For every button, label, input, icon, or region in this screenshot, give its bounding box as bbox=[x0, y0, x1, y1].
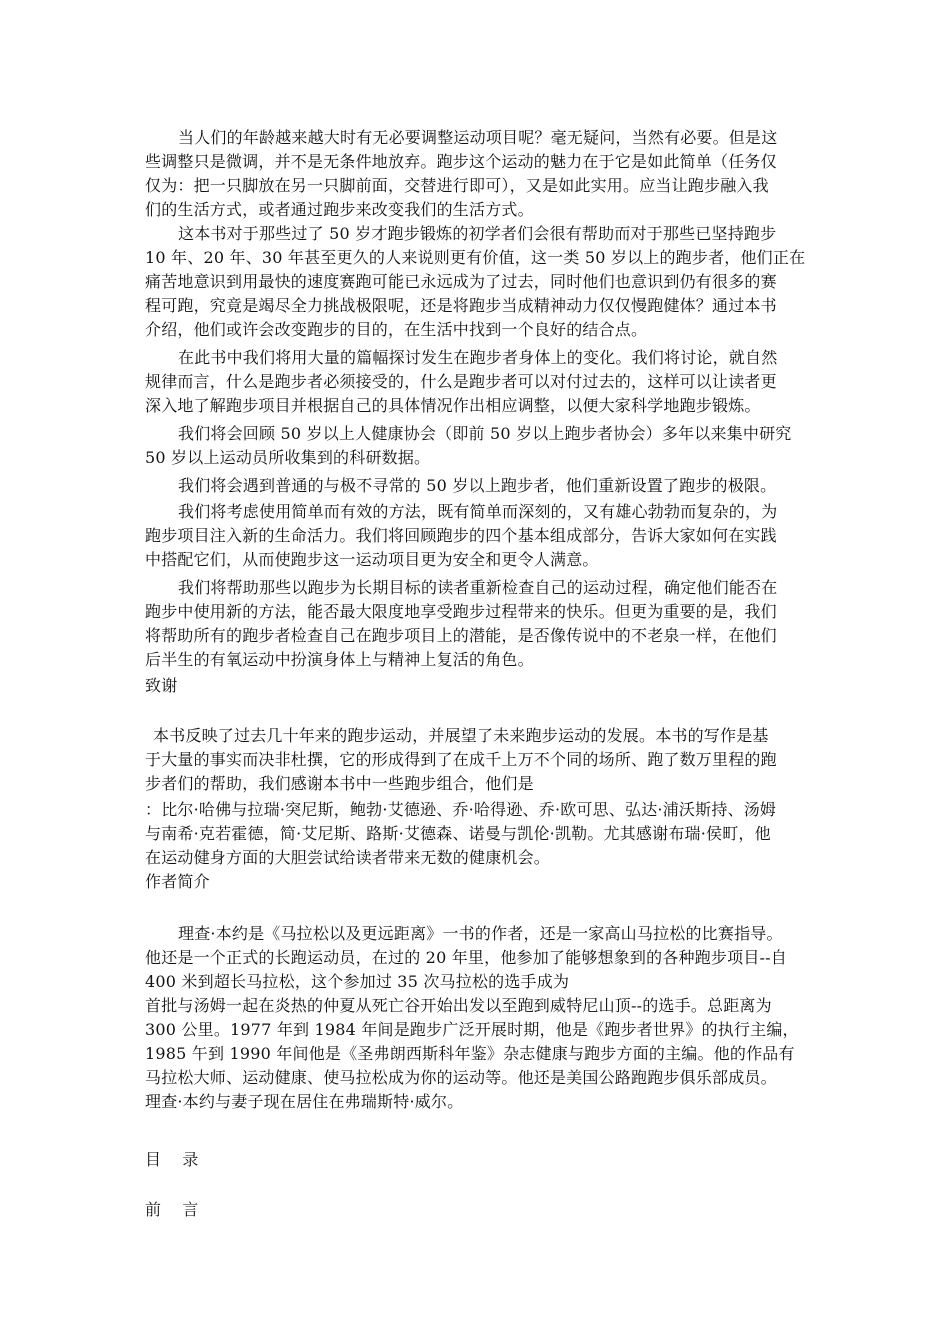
text-line: 理查·本约是《马拉松以及更远距离》一书的作者，还是一家高山马拉松的比赛指导。 bbox=[178, 924, 783, 943]
text-line: 首批与汤姆一起在炎热的仲夏从死亡谷开始出发以至跑到威特尼山顶--的选手。总距离为 bbox=[145, 996, 772, 1015]
text-line: 规律而言，什么是跑步者必须接受的，什么是跑步者可以对付过去的，这样可以让读者更 bbox=[145, 372, 777, 391]
text-line: 跑步项目注入新的生命活力。我们将回顾跑步的四个基本组成部分，告诉大家如何在实践 bbox=[145, 526, 777, 545]
section-heading-toc: 目 录 bbox=[145, 1150, 199, 1169]
text-line: 我们将帮助那些以跑步为长期目标的读者重新检查自己的运动过程，确定他们能否在 bbox=[178, 578, 778, 597]
text-line: 将帮助所有的跑步者检查自己在跑步项目上的潜能，是否像传说中的不老泉一样，在他们 bbox=[145, 626, 777, 645]
text-line: 与南希·克若霍德，简·艾尼斯、路斯·艾德森、诺曼与凯伦·凯勒。尤其感谢布瑞·侯町，他 bbox=[145, 824, 771, 843]
text-line: 我们将会回顾 50 岁以上人健康协会（即前 50 岁以上跑步者协会）多年以来集中研究 bbox=[178, 424, 792, 443]
section-heading-preface: 前 言 bbox=[145, 1200, 199, 1219]
text-line: 400 米到超长马拉松，这个参加过 35 次马拉松的选手成为 bbox=[145, 972, 570, 991]
text-line: 当人们的年龄越来越大时有无必要调整运动项目呢？毫无疑问，当然有必要。但是这 bbox=[178, 128, 778, 147]
text-line: 我们将会遇到普通的与极不寻常的 50 岁以上跑步者，他们重新设置了跑步的极限。 bbox=[178, 476, 777, 495]
text-line: 在运动健身方面的大胆尝试给读者带来无数的健康机会。 bbox=[145, 848, 551, 867]
text-line: 我们将考虑使用简单而有效的方法，既有简单而深刻的，又有雄心勃勃而复杂的，为 bbox=[178, 502, 778, 521]
text-line: 深入地了解跑步项目并根据自己的具体情况作出相应调整，以便大家科学地跑步锻炼。 bbox=[145, 396, 761, 415]
text-line: 在此书中我们将用大量的篇幅探讨发生在跑步者身体上的变化。我们将讨论，就自然 bbox=[178, 348, 778, 367]
text-line: 步者们的帮助，我们感谢本书中一些跑步组合，他们是 bbox=[145, 774, 534, 793]
text-line: 理查·本约与妻子现在居住在弗瑞斯特·威尔。 bbox=[145, 1092, 464, 1111]
text-line: 仅为：把一只脚放在另一只脚前面，交替进行即可），又是如此实用。应当让跑步融入我 bbox=[145, 176, 769, 195]
text-line: 中搭配它们，从而使跑步这一运动项目更为安全和更令人满意。 bbox=[145, 550, 599, 569]
text-line: 介绍，他们或许会改变跑步的目的，在生活中找到一个良好的结合点。 bbox=[145, 320, 648, 339]
text-line: 程可跑，究竟是竭尽全力挑战极限呢，还是将跑步当成精神动力仅仅慢跑健体？通过本书 bbox=[145, 296, 777, 315]
text-line: 他还是一个正式的长跑运动员，在过的 20 年里，他参加了能够想象到的各种跑步项目--自 bbox=[145, 948, 787, 967]
text-line: 后半生的有氧运动中扮演身体上与精神上复活的角色。 bbox=[145, 650, 534, 669]
text-line: 痛苦地意识到用最快的速度赛跑可能已永远成为了过去，同时他们也意识到仍有很多的赛 bbox=[145, 272, 777, 291]
text-line: 300 公里。1977 年到 1984 年间是跑步广泛开展时期，他是《跑步者世界》的执行主编， bbox=[145, 1020, 799, 1039]
text-line: 10 年、20 年、30 年甚至更久的人来说则更有价值，这一类 50 岁以上的跑步者，他们正在 bbox=[145, 248, 806, 267]
text-line: 50 岁以上运动员所收集到的科研数据。 bbox=[145, 448, 431, 467]
text-line: 马拉松大师、运动健康、使马拉松成为你的运动等。他还是美国公路跑跑步俱乐部成员。 bbox=[145, 1068, 777, 1087]
text-line: 些调整只是微调，并不是无条件地放弃。跑步这个运动的魅力在于它是如此简单（任务仅 bbox=[145, 152, 777, 171]
text-line: 于大量的事实而决非杜撰，它的形成得到了在成千上万不个同的场所、跑了数万里程的跑 bbox=[145, 750, 777, 769]
section-heading-acknowledgements: 致谢 bbox=[145, 676, 178, 695]
text-line: ：比尔·哈佛与拉瑞·突尼斯，鲍勃·艾德逊、乔·哈得逊、乔·欧可思、弘达·浦沃斯持、汤姆 bbox=[145, 800, 777, 819]
text-line: 1985 午到 1990 年间他是《圣弗朗西斯科年鉴》杂志健康与跑步方面的主编。他的作品有 bbox=[145, 1044, 795, 1063]
text-line: 这本书对于那些过了 50 岁才跑步锻炼的初学者们会很有帮助而对于那些已坚持跑步 bbox=[178, 224, 777, 243]
text-line: 跑步中使用新的方法，能否最大限度地享受跑步过程带来的快乐。但更为重要的是，我们 bbox=[145, 602, 777, 621]
text-line: 们的生活方式，或者通过跑步来改变我们的生活方式。 bbox=[145, 200, 534, 219]
text-line: 本书反映了过去几十年来的跑步运动，并展望了未来跑步运动的发展。本书的写作是基 bbox=[153, 726, 769, 745]
section-heading-author: 作者简介 bbox=[145, 872, 210, 891]
